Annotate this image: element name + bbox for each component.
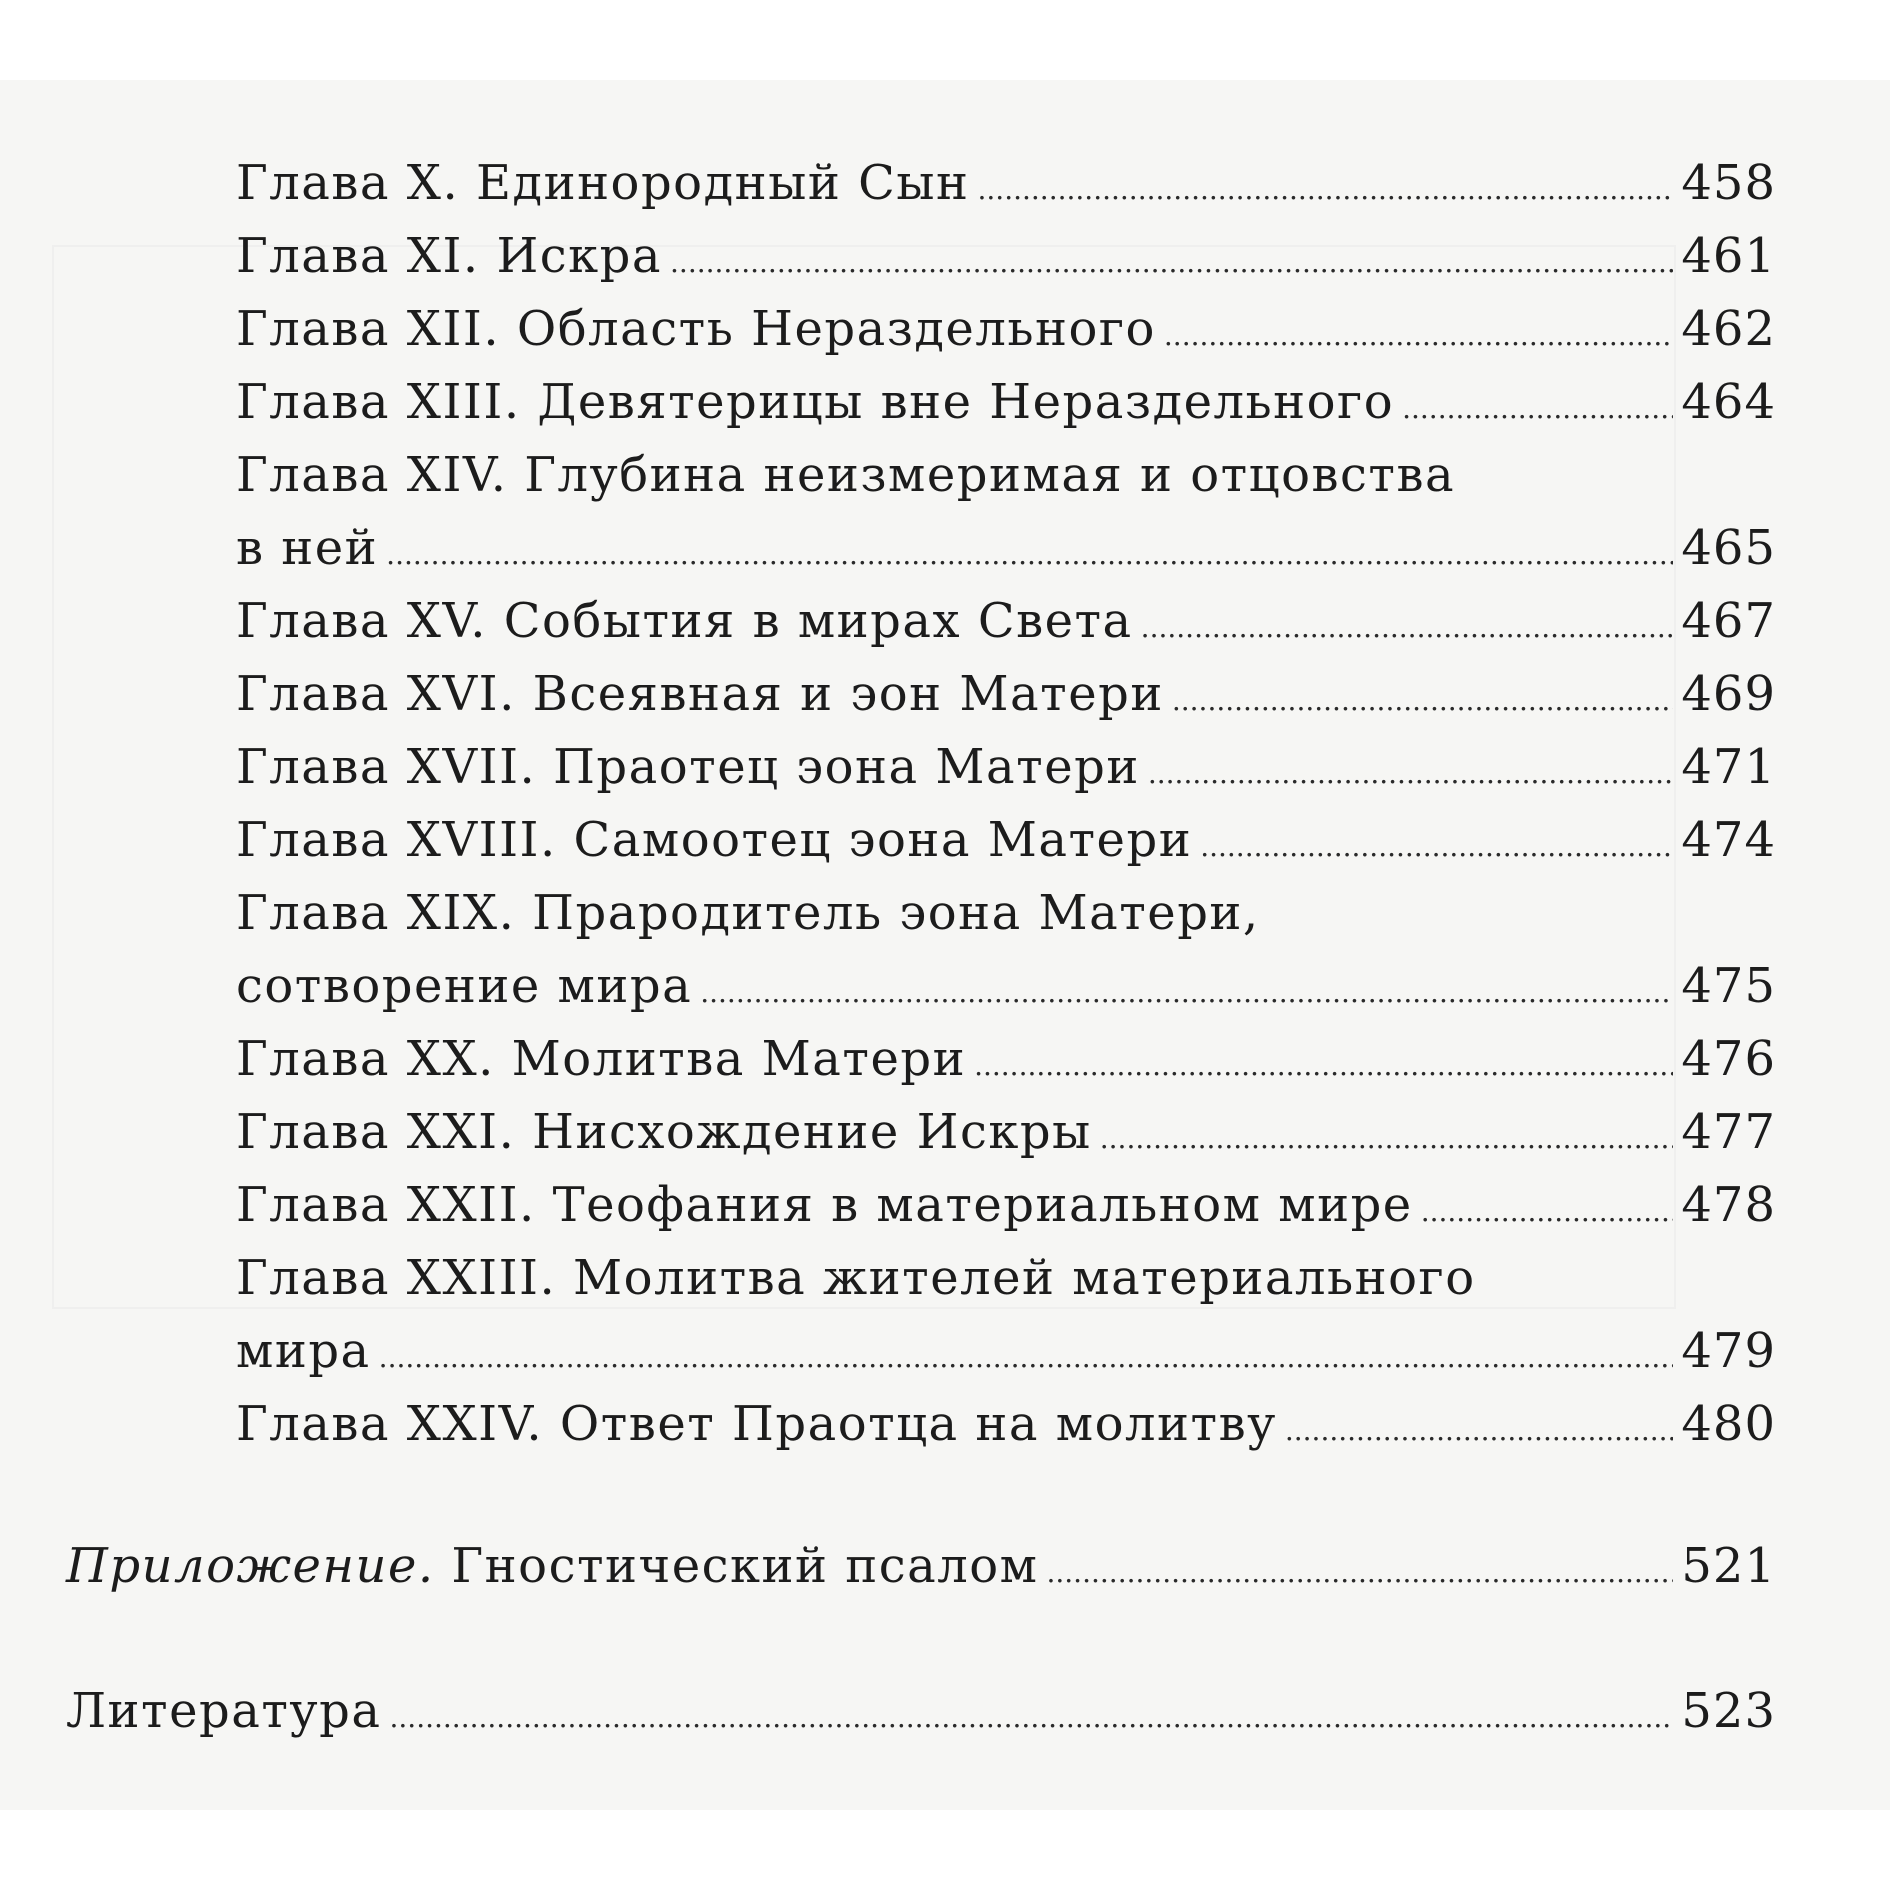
toc-page-number: 458 <box>1681 155 1776 211</box>
toc-entry-title: Литература <box>66 1683 382 1739</box>
toc-page-number: 521 <box>1681 1538 1776 1594</box>
toc-page-number: 480 <box>1681 1396 1776 1452</box>
toc-entry-title: Глава XVIII. Самоотец эона Матери <box>236 812 1193 868</box>
toc-entry[interactable] <box>236 1023 1776 1102</box>
leader-dots <box>1172 664 1674 737</box>
toc-entry-title: Глава XVII. Праотец эона Матери <box>236 739 1140 795</box>
toc-entry-appendix[interactable] <box>66 1530 1776 1609</box>
toc-page-number: 477 <box>1681 1104 1776 1160</box>
toc-entry-title: Глава X. Единородный Сын <box>236 155 970 211</box>
toc-entry-title: Глава XX. Молитва Матери <box>236 1031 967 1087</box>
toc-entry-title-line2: сотворение мира <box>236 958 693 1014</box>
leader-dots <box>386 518 1673 591</box>
leader-dots <box>390 1681 1674 1754</box>
toc-entry-title: Глава XII. Область Нераздельного <box>236 301 1156 357</box>
leader-dots <box>1141 591 1674 664</box>
toc-entry-title-line2: в ней <box>236 520 379 576</box>
leader-dots <box>1164 299 1673 372</box>
appendix-label: Приложение. <box>66 1538 435 1594</box>
leader-dots <box>700 956 1673 1029</box>
leader-dots <box>1046 1536 1673 1609</box>
toc-entry-literature[interactable] <box>66 1675 1776 1754</box>
leader-dots <box>1421 1175 1674 1248</box>
toc-entry[interactable] <box>236 658 1776 737</box>
toc-entry[interactable] <box>236 293 1776 372</box>
leader-dots <box>1100 1102 1674 1175</box>
leader-dots <box>379 1321 1674 1394</box>
toc-page-number: 471 <box>1681 739 1776 795</box>
toc-page-number: 469 <box>1681 666 1776 722</box>
toc-entry-title-line1[interactable]: Глава XIV. Глубина неизмеримая и отцовства <box>236 447 1456 503</box>
toc-entry[interactable] <box>236 512 1776 591</box>
toc-page-number: 478 <box>1681 1177 1776 1233</box>
toc-entry[interactable] <box>236 804 1776 883</box>
toc-entry-title: Глава XVI. Всеявная и эон Матери <box>236 666 1164 722</box>
toc-entry[interactable] <box>236 1388 1776 1467</box>
toc-entry-title-line1[interactable]: Глава XIX. Прародитель эона Матери, <box>236 885 1260 941</box>
toc-entry-title-line2: мира <box>236 1323 371 1379</box>
toc-entry-title: Глава XXIV. Ответ Праотца на молитву <box>236 1396 1277 1452</box>
toc-page-number: 465 <box>1681 520 1776 576</box>
toc-entry[interactable] <box>236 220 1776 299</box>
toc-entry[interactable] <box>236 1169 1776 1248</box>
toc-entry[interactable] <box>236 147 1776 226</box>
toc-entry-title <box>66 1530 1038 1603</box>
leader-dots <box>1285 1394 1674 1467</box>
toc-page-number: 462 <box>1681 301 1776 357</box>
toc-entry-title-line1[interactable]: Глава XXIII. Молитва жителей материального <box>236 1250 1476 1306</box>
leader-dots <box>974 1029 1673 1102</box>
toc-entry[interactable] <box>236 366 1776 445</box>
toc-entry[interactable] <box>236 731 1776 810</box>
toc-entry[interactable] <box>236 1315 1776 1394</box>
leader-dots <box>978 153 1674 226</box>
leader-dots <box>670 226 1673 299</box>
toc-entry[interactable] <box>236 950 1776 1029</box>
toc-entry-title: Глава XXII. Теофания в материальном мире <box>236 1177 1413 1233</box>
toc-entry-title: Глава XXI. Нисхождение Искры <box>236 1104 1092 1160</box>
toc-entry[interactable] <box>236 1096 1776 1175</box>
toc-entry[interactable] <box>236 585 1776 664</box>
toc-entry-title: Глава XV. События в мирах Света <box>236 593 1133 649</box>
toc-page-number: 461 <box>1681 228 1776 284</box>
appendix-title: Гностический псалом <box>451 1538 1039 1594</box>
toc-page-number: 474 <box>1681 812 1776 868</box>
toc-page-number: 479 <box>1681 1323 1776 1379</box>
leader-dots <box>1402 372 1673 445</box>
toc-page-number: 467 <box>1681 593 1776 649</box>
toc-page-number: 464 <box>1681 374 1776 430</box>
toc-page-number: 475 <box>1681 958 1776 1014</box>
leader-dots <box>1200 810 1673 883</box>
toc-page-number: 523 <box>1681 1683 1776 1739</box>
toc-entry-title: Глава XI. Искра <box>236 228 663 284</box>
leader-dots <box>1148 737 1674 810</box>
toc-entry-title: Глава XIII. Девятерицы вне Нераздельного <box>236 374 1395 430</box>
toc-page-number: 476 <box>1681 1031 1776 1087</box>
